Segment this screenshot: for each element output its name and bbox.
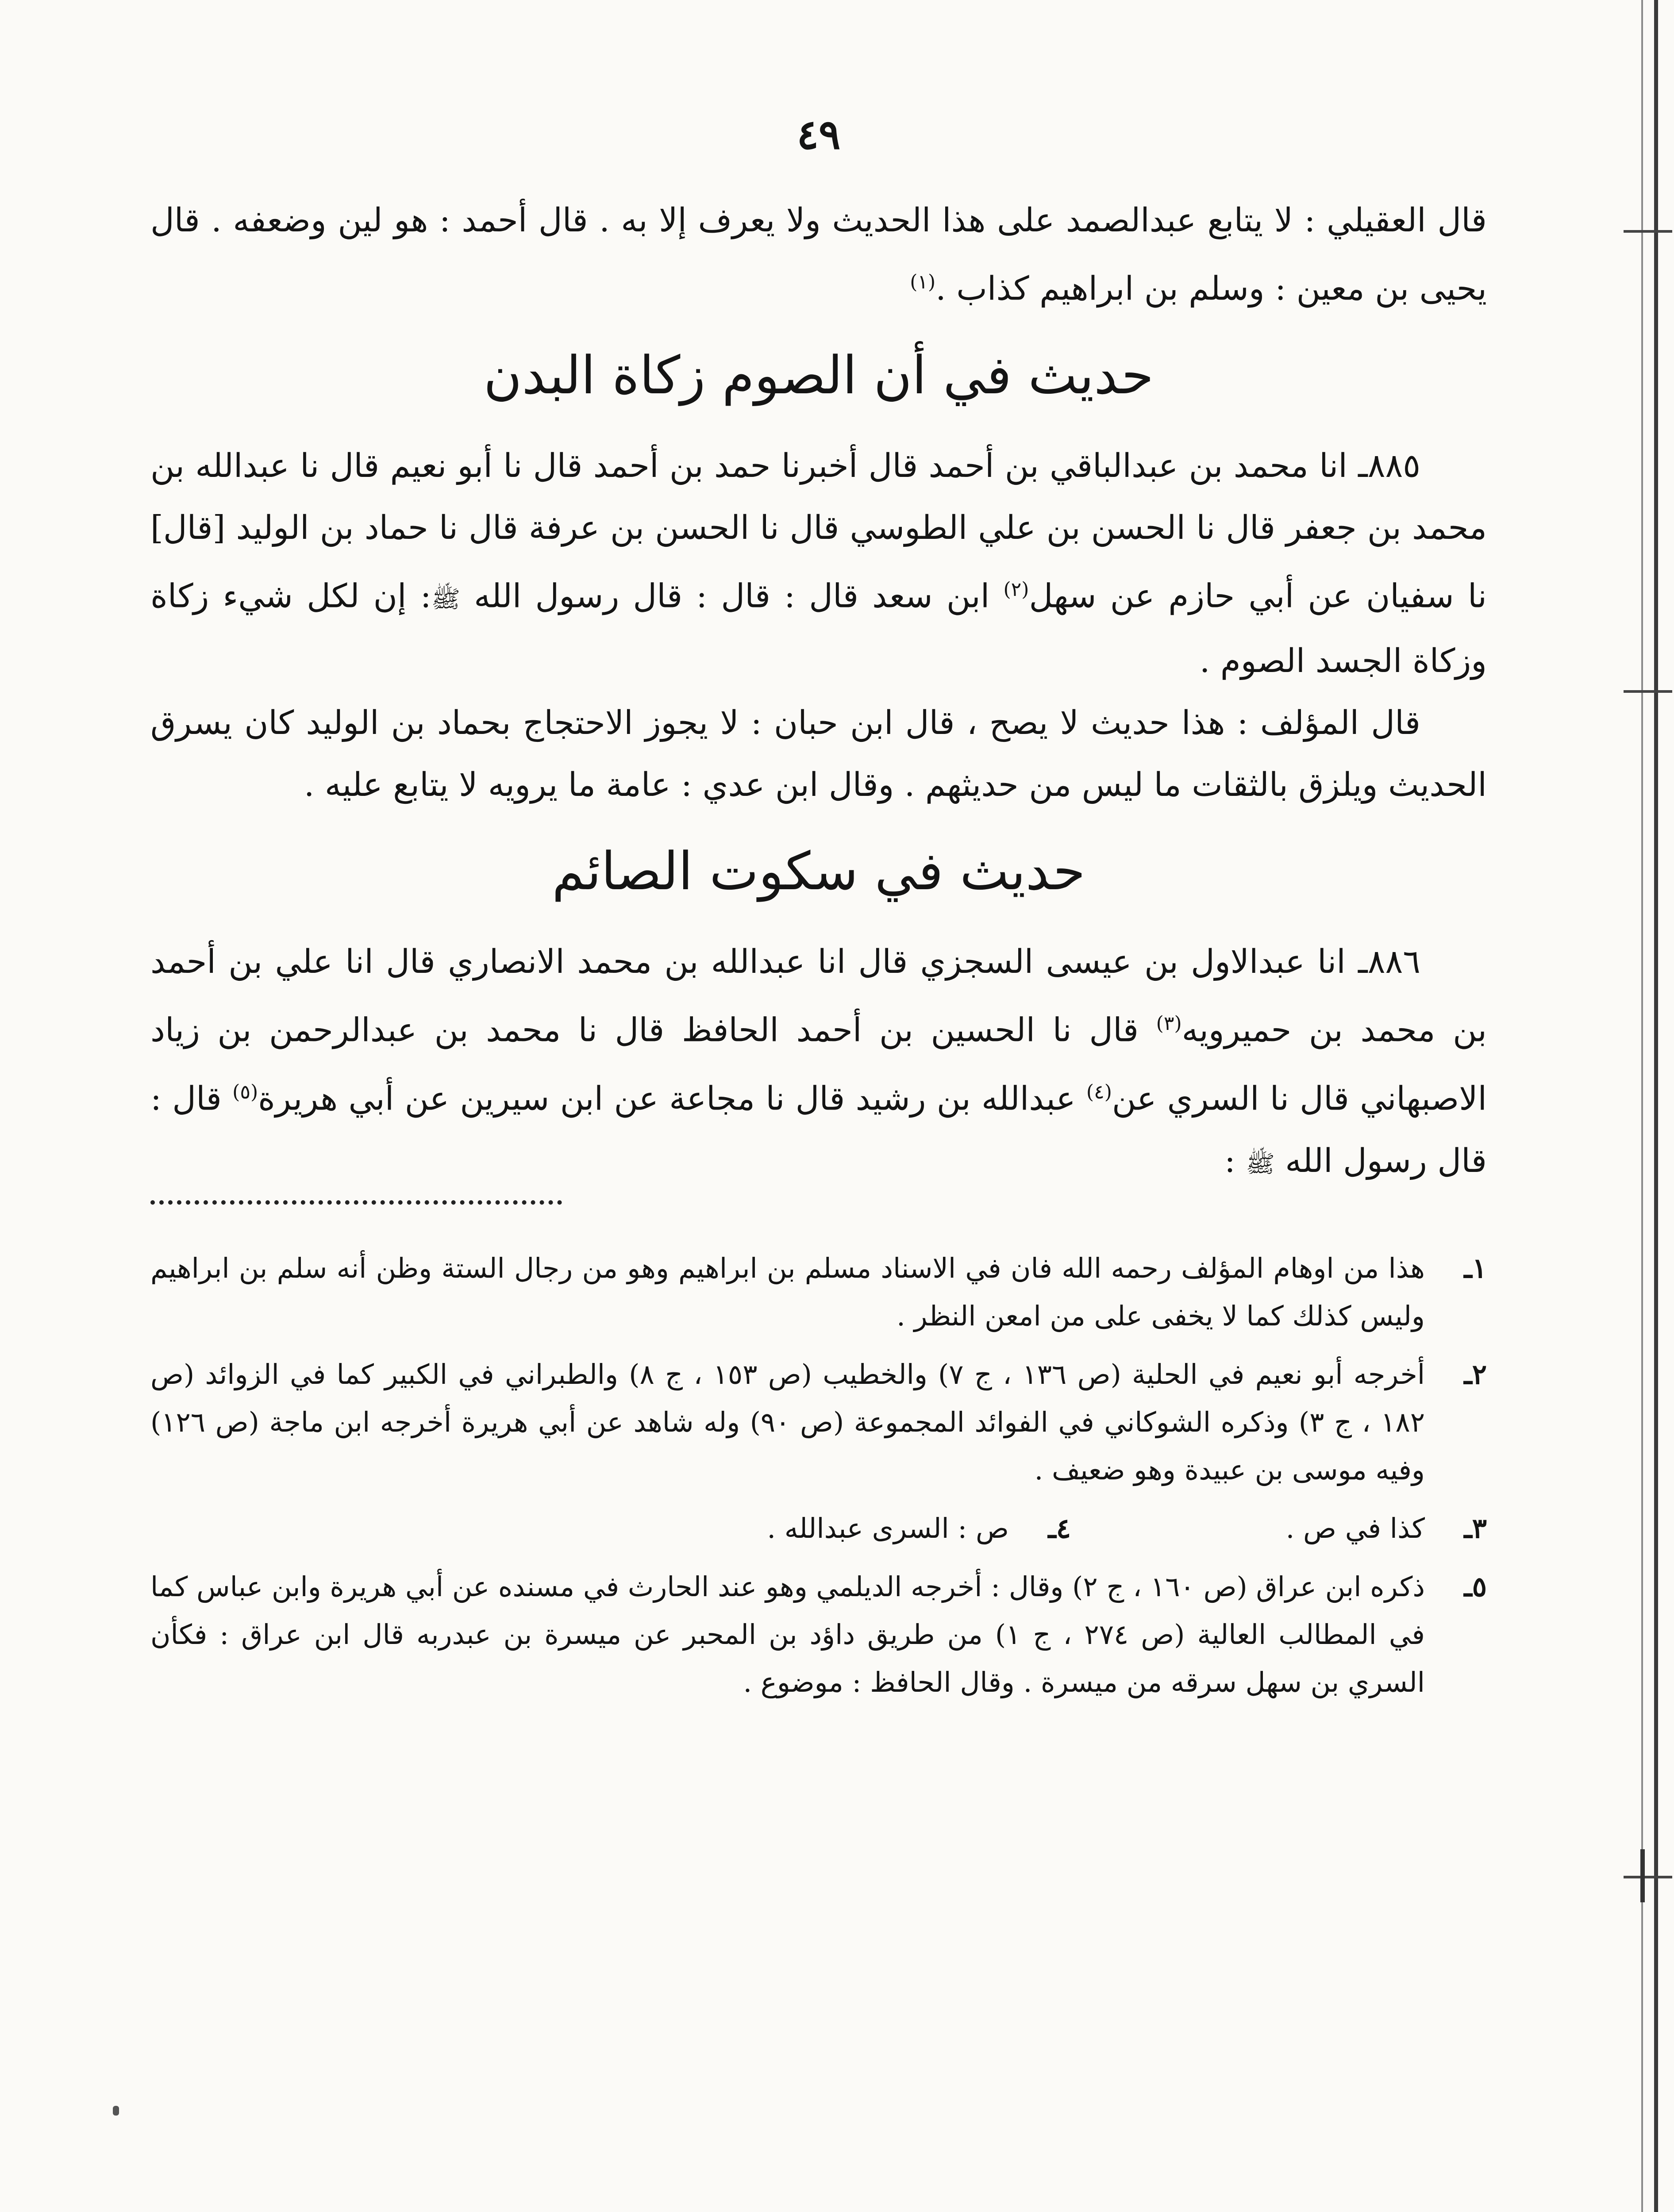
- section-title-fasting-zakat: حديث في أن الصوم زكاة البدن: [483, 344, 1154, 406]
- footnote-5: [150, 1563, 1487, 1706]
- footnote-text: ذكره ابن عراق (ص ١٦٠ ، ج ٢) وقال : أخرجه الديلمي وهو عند الحارث في مسنده عن أبي هريرة وابن عباس كما في المطالب العالية (ص ٢٧٤ ، ج ١) من طريق داؤد بن المحبر عن ميسرة بن عبدربه قال ابن عراق : فكأن السري بن سهل سرقه من ميسرة . وقال الحافظ : موضوع .: [150, 1570, 1425, 1698]
- document-page: [150, 111, 1487, 1717]
- hadith-885-chain: ٨٨٥ـ انا محمد بن عبدالباقي بن أحمد قال أخبرنا حمد بن أحمد قال نا أبو نعيم قال نا عبدالله بن محمد بن جعفر قال نا الحسن بن علي الطوسي قال نا الحسن بن عرفة قال نا حماد بن الوليد [قال] نا سفيان عن أبي حازم عن سهل: [150, 446, 1487, 615]
- footnote-ref-1: (١): [910, 271, 936, 293]
- edge-cross-mark: [1640, 1849, 1645, 1902]
- edge-mark: [1624, 230, 1672, 233]
- intro-paragraph: [150, 189, 1487, 320]
- footnote-separator: [150, 1195, 562, 1205]
- hadith-886-part5: :: [1224, 1141, 1246, 1180]
- footnote-text: كذا في ص .: [1285, 1512, 1425, 1544]
- hadith-886-part2: قال نا الحسين بن أحمد الحافظ قال نا محمد بن عبدالرحمن بن زياد الاصبهاني قال نا السري عن: [150, 1011, 1487, 1118]
- hadith-886-part4: قال : قال رسول الله: [150, 1079, 1487, 1180]
- salutation-glyph: ﷺ: [1246, 1149, 1275, 1178]
- footnote-text: أخرجه أبو نعيم في الحلية (ص ١٣٦ ، ج ٧) والخطيب (ص ١٥٣ ، ج ٨) والطبراني في الكبير كما في الزوائد (ص ١٨٢ ، ج ٣) وذكره الشوكاني في الفوائد المجموعة (ص ٩٠) وله شاهد عن أبي هريرة أخرجه ابن ماجة (ص ١٢٦) وفيه موسى بن عبيدة وهو ضعيف .: [150, 1358, 1425, 1486]
- intro-text: قال العقيلي : لا يتابع عبدالصمد على هذا الحديث ولا يعرف إلا به . قال أحمد : هو لين وضعفه . قال يحيى بن معين : وسلم بن ابراهيم كذاب .: [150, 201, 1487, 308]
- footnote-number: ٥ـ: [1464, 1570, 1487, 1603]
- page-edge: [1654, 0, 1658, 2212]
- page-number: ٤٩: [797, 111, 841, 158]
- scan-speck: [113, 2106, 119, 2116]
- edge-mark: [1624, 1876, 1672, 1878]
- hadith-886: [150, 931, 1487, 1194]
- edge-mark: [1624, 690, 1672, 693]
- footnote-number: ٣ـ: [1464, 1512, 1487, 1544]
- hadith-885: [150, 435, 1487, 692]
- footnote-number: ١ـ: [1464, 1252, 1487, 1284]
- salutation-glyph: ﷺ: [431, 585, 460, 613]
- hadith-885-narrator: ابن سعد قال : قال : قال رسول الله: [460, 577, 1004, 615]
- footnote-2: [150, 1351, 1487, 1494]
- footnote-number: ٢ـ: [1464, 1358, 1487, 1390]
- footnote-ref-4: (٤): [1086, 1080, 1112, 1103]
- footnote-text: هذا من اوهام المؤلف رحمه الله فان في الاسناد مسلم بن ابراهيم وهو من رجال الستة وظن أنه سلم بن ابراهيم وليس كذلك كما لا يخفى على من امعن النظر .: [150, 1252, 1425, 1332]
- hadith-886-part1: ٨٨٦ـ انا عبدالاول بن عيسى السجزي قال انا عبدالله بن محمد الانصاري قال انا علي بن أحمد بن محمد بن حميرويه: [150, 943, 1487, 1049]
- section-title-silence-fasting: حديث في سكوت الصائم: [552, 841, 1085, 902]
- footnote-ref-3: (٣): [1156, 1012, 1182, 1035]
- footnotes-3-4: [150, 1505, 1487, 1552]
- footnotes: [150, 1244, 1487, 1706]
- hadith-886-part3: عبدالله بن رشيد قال نا مجاعة عن ابن سيرين عن أبي هريرة: [258, 1079, 1086, 1118]
- footnote-ref-5: (٥): [232, 1080, 258, 1103]
- footnote-4: [522, 1505, 1071, 1552]
- footnote-3: [1071, 1505, 1487, 1552]
- footnote-text: ص : السرى عبدالله .: [767, 1512, 1009, 1544]
- author-comment: قال المؤلف : هذا حديث لا يصح ، قال ابن حبان : لا يجوز الاحتجاج بحماد بن الوليد كان يسرق الحديث ويلزق بالثقات ما ليس من حديثهم . وقال ابن عدي : عامة ما يرويه لا يتابع عليه .: [150, 704, 1487, 804]
- footnote-number: ٤ـ: [1048, 1512, 1071, 1544]
- footnote-ref-2: (٢): [1003, 578, 1029, 601]
- footnote-1: [150, 1244, 1487, 1340]
- hadith-885-text: : إن لكل شيء زكاة وزكاة الجسد الصوم .: [150, 577, 1487, 680]
